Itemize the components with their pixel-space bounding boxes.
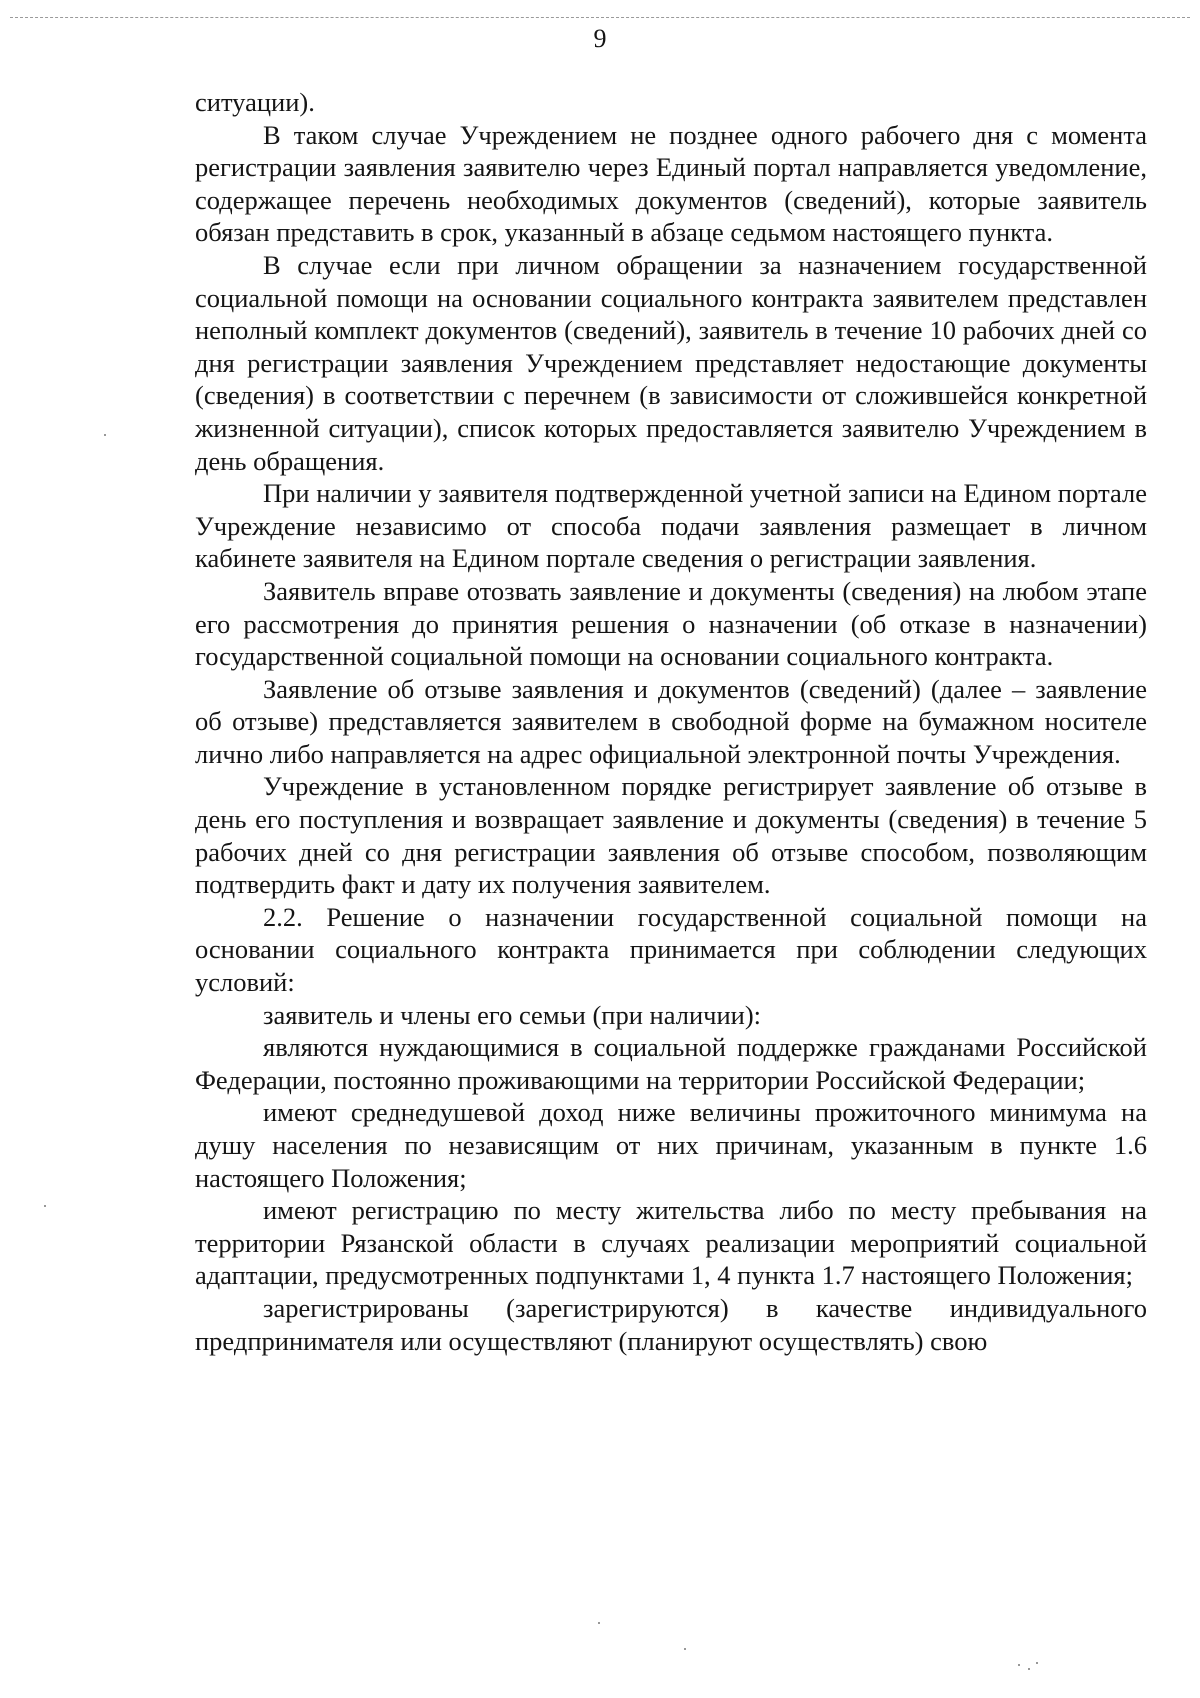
paragraph-section-2-2: 2.2. Решение о назначении государственной социальной помощи на основании социального контракта принимается при соблюдении следующих условий: — [195, 901, 1147, 998]
scan-speck — [104, 434, 106, 436]
paragraph-condition-entrepreneur: зарегистрированы (зарегистрируются) в качестве индивидуального предпринимателя или осуществляют (планируют осуществлять) свою — [195, 1292, 1147, 1356]
paragraph-continuation: ситуации). — [195, 87, 315, 117]
scan-speck — [1018, 1664, 1020, 1666]
paragraph-condition-registration: имеют регистрацию по месту жительства либо по месту пребывания на территории Рязанской области в случаях реализации мероприятий социальной адаптации, предусмотренных подпунктами 1, 4 пункта 1.7 настоящего Положения; — [195, 1195, 1147, 1291]
paragraph-withdrawal-right: Заявитель вправе отозвать заявление и документы (сведения) на любом этапе его рассмотрения до принятия решения о назначении (об отказе в назначении) государственной социальной помощи на основании социального контракта. — [195, 575, 1147, 672]
paragraph-withdrawal-registration: Учреждение в установленном порядке регистрирует заявление об отзыве в день его поступления и возвращает заявление и документы (сведения) в течение 5 рабочих дней со дня регистрации заявления об отзыве способом, позволяющим подтвердить факт и дату их получения заявителем. — [195, 771, 1147, 900]
scan-speck — [44, 1205, 46, 1207]
top-scan-rule — [10, 17, 1190, 18]
paragraph-incomplete-documents: В случае если при личном обращении за назначением государственной социальной помощи на основании социального контракта заявителем представлен неполный комплект документов (сведений), заявитель в течение 10 рабочих дней со дня регистрации заявления Учреждением представляет недостающие документы (сведения) в соответствии с перечнем (в зависимости от сложившейся конкретной жизненной ситуации), список которых предоставляется заявителю Учреждением в день обращения. — [195, 249, 1147, 476]
paragraph-withdrawal-application: Заявление об отзыве заявления и документов (сведений) (далее – заявление об отзыве) представляется заявителем в свободной форме на бумажном носителе лично либо направляется на адрес официальной электронной почты Учреждения. — [195, 673, 1147, 769]
paragraph-condition-citizens: являются нуждающимися в социальной поддержке гражданами Российской Федерации, постоянно проживающими на территории Российской Федерации; — [195, 1032, 1147, 1095]
paragraph-condition-income: имеют среднедушевой доход ниже величины прожиточного минимума на душу населения по независящим от них причинам, указанным в пункте 1.6 настоящего Положения; — [195, 1097, 1147, 1193]
paragraph-applicant-family: заявитель и члены его семьи (при наличии): — [263, 999, 762, 1030]
scan-speck — [1036, 1662, 1038, 1664]
scan-speck — [684, 1648, 686, 1650]
document-body — [195, 86, 1147, 1357]
page-number: 9 — [593, 24, 607, 53]
paragraph-personal-account: При наличии у заявителя подтвержденной учетной записи на Едином портале Учреждение независимо от способа подачи заявления размещает в личном кабинете заявителя на Едином портале сведения о регистрации заявления. — [195, 478, 1147, 574]
scan-speck — [598, 1622, 600, 1624]
scan-speck — [1028, 1668, 1030, 1670]
paragraph-notification: В таком случае Учреждением не позднее одного рабочего дня с момента регистрации заявления заявителю через Единый портал направляется уведомление, содержащее перечень необходимых документов (сведений), которые заявитель обязан представить в срок, указанный в абзаце седьмом настоящего пункта. — [195, 119, 1147, 248]
